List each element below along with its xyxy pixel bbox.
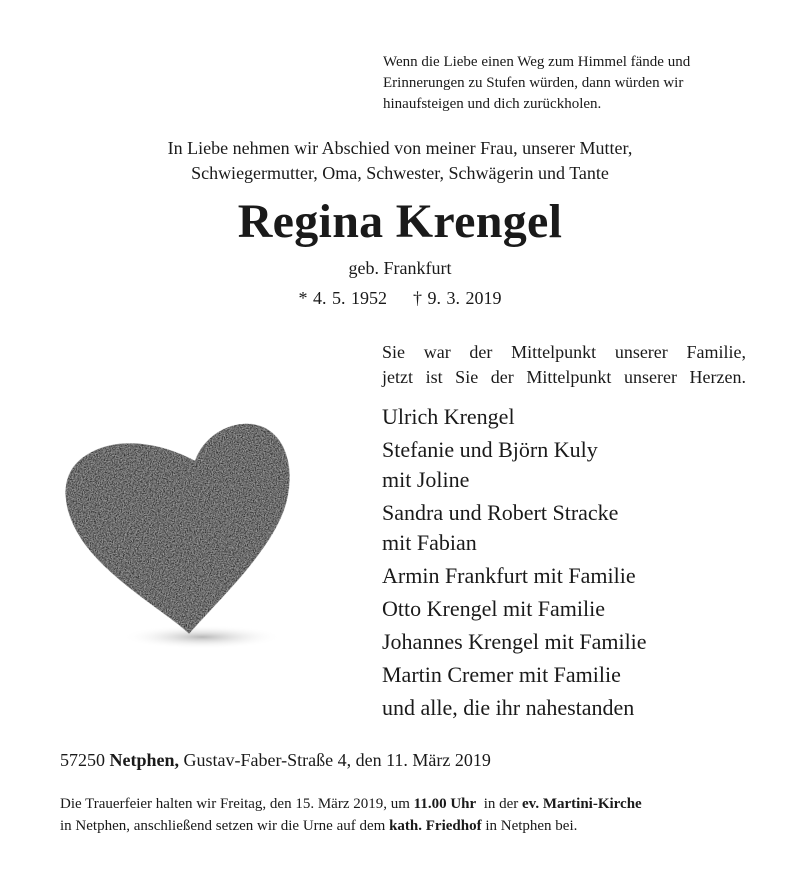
- service-time: 11.00 Uhr: [413, 796, 477, 812]
- poem-line: Wenn die Liebe einen Weg zum Himmel fände und: [383, 54, 691, 70]
- place-date-line: [60, 748, 491, 772]
- birth-date: * 4. 5. 1952: [298, 288, 387, 308]
- service-line: [60, 793, 760, 815]
- intro-line: Schwiegermutter, Oma, Schwester, Schwägerin und Tante: [191, 163, 609, 183]
- service-text: in der: [483, 796, 519, 812]
- list-item: [382, 435, 782, 495]
- mourner-name: Stefanie und Björn Kuly: [382, 437, 598, 462]
- list-item: [382, 498, 782, 558]
- mourner-child: mit Joline: [382, 467, 470, 492]
- mourner-name: Martin Cremer mit Familie: [382, 662, 621, 687]
- postcode: 57250: [60, 750, 105, 770]
- mourner-name: und alle, die ihr nahestanden: [382, 695, 635, 720]
- maiden-name: geb. Frankfurt: [348, 258, 452, 278]
- heart-icon: [62, 412, 300, 652]
- church-name: ev. Martini-Kirche: [522, 796, 642, 812]
- service-text: Die Trauerfeier halten wir Freitag, den 15. März 2019, um: [60, 796, 410, 812]
- mourner-name: Johannes Krengel mit Familie: [382, 629, 647, 654]
- poem: [383, 52, 763, 115]
- poem-line: Erinnerungen zu Stufen würden, dann würden wir: [383, 75, 684, 91]
- list-item: [382, 594, 782, 624]
- service-text: in Netphen bei.: [485, 818, 578, 834]
- service-line: [60, 815, 760, 837]
- list-item: [382, 627, 782, 657]
- list-item: [382, 693, 782, 723]
- mourner-name: Sandra und Robert Stracke: [382, 500, 619, 525]
- service-text: in Netphen, anschließend setzen wir die Urne auf dem: [60, 818, 386, 834]
- death-date: † 9. 3. 2019: [413, 288, 502, 308]
- mourner-name: Otto Krengel mit Familie: [382, 596, 606, 621]
- mourner-name: Armin Frankfurt mit Familie: [382, 563, 636, 588]
- city: Netphen,: [109, 750, 180, 770]
- mourner-child: mit Fabian: [382, 530, 477, 555]
- mourners-list: [382, 402, 782, 726]
- quote-line: Sie war der Mittelpunkt unserer Familie,: [382, 342, 746, 362]
- intro-text: [0, 136, 800, 186]
- mourner-name: Ulrich Krengel: [382, 404, 515, 429]
- service-notice: [60, 793, 760, 837]
- life-dates: [0, 286, 800, 310]
- cemetery-name: kath. Friedhof: [389, 818, 482, 834]
- list-item: [382, 660, 782, 690]
- intro-line: In Liebe nehmen wir Abschied von meiner Frau, unserer Mutter,: [167, 138, 633, 158]
- list-item: [382, 402, 782, 432]
- poem-line: hinaufsteigen und dich zurückholen.: [383, 96, 602, 112]
- deceased-name: Regina Krengel: [237, 195, 563, 248]
- quote-line: jetzt ist Sie der Mittelpunkt unserer Herzen.: [382, 367, 746, 387]
- address-date: Gustav-Faber-Straße 4, den 11. März 2019: [183, 750, 491, 770]
- list-item: [382, 561, 782, 591]
- family-quote: [382, 340, 746, 390]
